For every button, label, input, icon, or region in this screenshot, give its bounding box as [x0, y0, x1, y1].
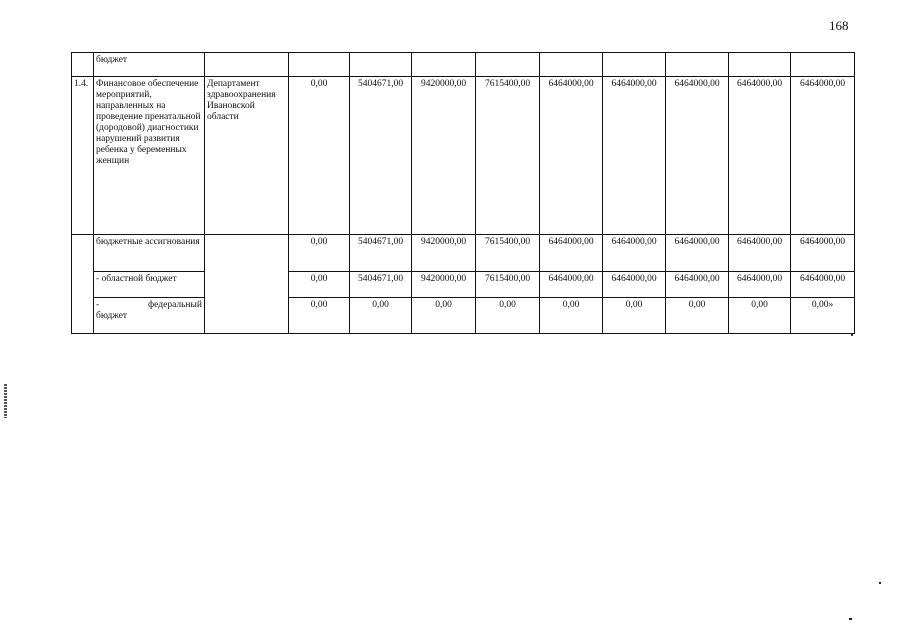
value-cell: 6464000,00: [666, 272, 729, 298]
value-cell: 0,00: [289, 77, 350, 235]
value-cell: 6464000,00: [540, 235, 603, 272]
value-cell: 5404671,00: [350, 272, 412, 298]
value-cell: 0,00: [412, 298, 476, 334]
scan-speck: [851, 334, 853, 336]
value-cell: 7615400,00: [476, 235, 540, 272]
table-row-top: [72, 53, 855, 77]
table-row-item: [72, 77, 855, 235]
value-cell: 6464000,00: [540, 77, 603, 235]
value-cell: 6464000,00: [729, 77, 791, 235]
item-department: Департамент здравоохранения Ивановской области: [205, 77, 289, 235]
value-cell: 0,00: [289, 298, 350, 334]
value-cell: 0,00: [289, 235, 350, 272]
value-cell: 0,00: [289, 272, 350, 298]
value-cell: 6464000,00: [729, 272, 791, 298]
value-cell: 6464000,00: [603, 235, 666, 272]
page-number: 168: [829, 18, 849, 33]
value-cell: 5404671,00: [350, 77, 412, 235]
item-title: Финансовое обеспечение мероприятий, направленных на проведение пренатальной (дородовой) диагностики нарушений развития ребенка у беременных женщин: [94, 77, 205, 235]
value-cell: 0,00: [476, 298, 540, 334]
scan-speck: [879, 582, 881, 584]
value-cell: 6464000,00: [791, 77, 855, 235]
value-cell: 6464000,00: [729, 235, 791, 272]
value-cell: 0,00: [603, 298, 666, 334]
scan-artifact: [4, 384, 7, 418]
value-cell: 6464000,00: [603, 272, 666, 298]
row-label-tail: бюджет: [96, 311, 128, 321]
scan-speck: [849, 618, 852, 620]
value-cell: 9420000,00: [412, 77, 476, 235]
value-cell: 7615400,00: [476, 272, 540, 298]
value-cell: 6464000,00: [791, 272, 855, 298]
value-cell: 0,00: [540, 298, 603, 334]
value-cell: 7615400,00: [476, 77, 540, 235]
value-cell: 6464000,00: [666, 77, 729, 235]
row-label: бюджет: [94, 53, 205, 77]
value-cell: 0,00»: [791, 298, 855, 334]
value-cell: 0,00: [350, 298, 412, 334]
table-row-allocations: [72, 235, 855, 272]
row-label: [94, 298, 205, 334]
value-cell: 6464000,00: [603, 77, 666, 235]
value-cell: 6464000,00: [666, 235, 729, 272]
row-label: бюджетные ассигнования: [94, 235, 205, 272]
row-label: - областной бюджет: [94, 272, 205, 298]
value-cell: 6464000,00: [791, 235, 855, 272]
table-row-regional: [72, 272, 855, 298]
budget-table: [71, 52, 855, 334]
item-index: 1.4.: [72, 77, 94, 235]
value-cell: 6464000,00: [540, 272, 603, 298]
value-cell: 0,00: [729, 298, 791, 334]
value-cell: 0,00: [666, 298, 729, 334]
value-cell: 9420000,00: [412, 272, 476, 298]
value-cell: 5404671,00: [350, 235, 412, 272]
value-cell: 9420000,00: [412, 235, 476, 272]
table-row-federal: [72, 298, 855, 334]
row-label-main: федеральный: [148, 300, 202, 310]
row-label-dash: -: [96, 300, 100, 310]
